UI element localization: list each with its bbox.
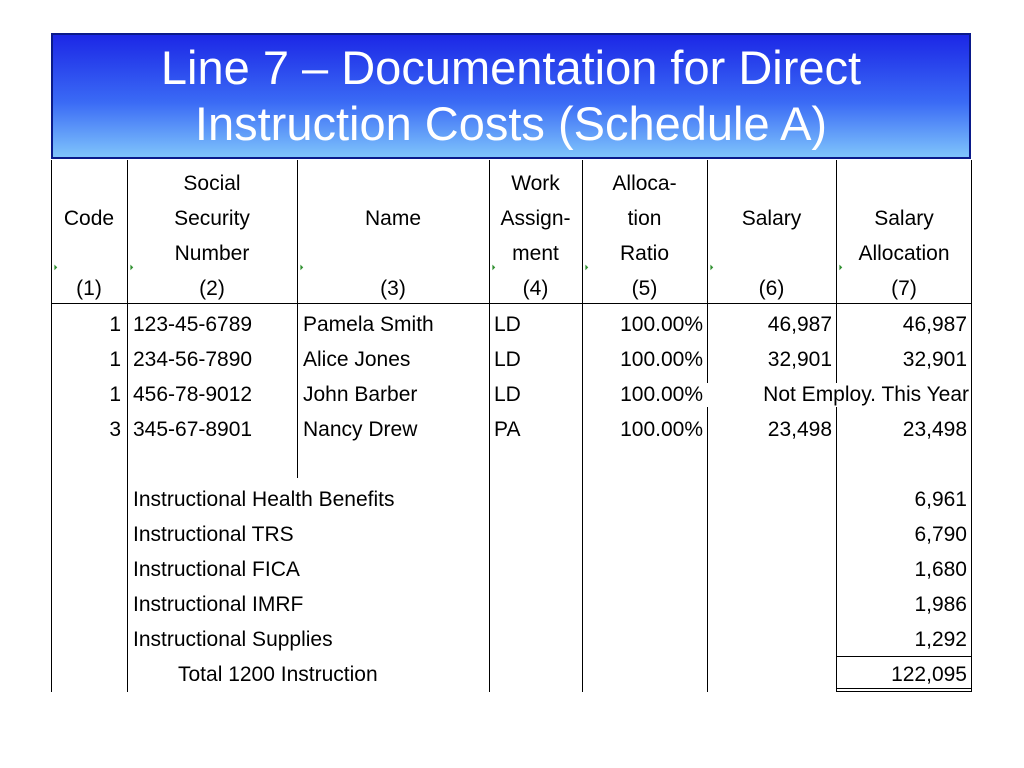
total-value: 122,095 — [891, 663, 967, 686]
row-name: Nancy Drew — [303, 418, 418, 441]
row-allocation: 23,498 — [902, 418, 967, 441]
summary-value: 1,680 — [914, 558, 967, 581]
row-allocation: 32,901 — [902, 348, 967, 371]
total-label: Total 1200 Instruction — [178, 663, 378, 686]
row-allocation: 46,987 — [902, 313, 967, 336]
header-ssn: Social — [183, 172, 241, 195]
header-ratio: tion — [627, 207, 662, 230]
slide-title — [51, 33, 971, 159]
table-right-border — [971, 160, 972, 692]
row-work: LD — [494, 348, 521, 371]
total-bottom-rule — [836, 688, 972, 689]
header-ratio: Alloca- — [612, 172, 677, 195]
header-ratio-num: (5) — [631, 277, 658, 300]
row-work: LD — [494, 383, 521, 406]
row-ssn: 234-56-7890 — [133, 348, 253, 371]
summary-value: 6,961 — [914, 488, 967, 511]
row-name: Alice Jones — [303, 348, 411, 371]
row-name: John Barber — [303, 383, 418, 406]
header-code: Code — [63, 207, 115, 230]
row-code: 3 — [109, 418, 121, 441]
header-ssn: Security — [174, 207, 250, 230]
title-line-2: Instruction Costs (Schedule A) — [194, 97, 828, 150]
row-salary: 23,498 — [767, 418, 832, 441]
header-allocation: Salary — [874, 207, 934, 230]
title-line-1: Line 7 – Documentation for Direct — [160, 41, 862, 94]
row-ratio: 100.00% — [620, 348, 703, 371]
summary-label: Instructional Health Benefits — [133, 488, 395, 511]
row-ratio: 100.00% — [620, 383, 703, 406]
row-work: PA — [494, 418, 521, 441]
col-divider — [489, 160, 490, 692]
row-name: Pamela Smith — [303, 313, 434, 336]
header-code-num: (1) — [76, 277, 102, 300]
summary-label: Instructional TRS — [133, 523, 294, 546]
row-code: 1 — [109, 313, 121, 336]
summary-label: Instructional IMRF — [133, 593, 304, 616]
header-salary-num: (6) — [758, 277, 785, 300]
header-allocation: Allocation — [858, 242, 950, 265]
header-ssn: Number — [174, 242, 250, 265]
header-divider — [51, 303, 972, 304]
header-name: Name — [364, 207, 422, 230]
schedule-a-table — [51, 160, 972, 692]
total-bottom-rule — [836, 691, 972, 692]
header-work: Work — [511, 172, 560, 195]
header-name-num: (3) — [380, 277, 406, 300]
total-top-rule — [836, 656, 972, 657]
summary-value: 6,790 — [914, 523, 967, 546]
row-ssn: 123-45-6789 — [133, 313, 253, 336]
header-ssn-num: (2) — [199, 277, 225, 300]
header-work-num: (4) — [522, 277, 549, 300]
row-ssn: 456-78-9012 — [133, 383, 253, 406]
row-note: Not Employ. This Year — [707, 383, 969, 407]
summary-value: 1,986 — [914, 593, 967, 616]
col-divider — [127, 160, 128, 692]
header-salary: Salary — [741, 207, 802, 230]
row-code: 1 — [109, 348, 121, 371]
summary-label: Instructional Supplies — [133, 628, 333, 651]
row-work: LD — [494, 313, 521, 336]
summary-label: Instructional FICA — [133, 558, 300, 581]
row-ratio: 100.00% — [620, 418, 703, 441]
header-work: Assign- — [500, 207, 571, 230]
row-code: 1 — [109, 383, 121, 406]
header-work: ment — [512, 242, 559, 265]
summary-value: 1,292 — [914, 628, 967, 651]
header-ratio: Ratio — [619, 242, 670, 265]
row-salary: 46,987 — [767, 313, 832, 336]
row-ssn: 345-67-8901 — [133, 418, 253, 441]
header-allocation-num: (7) — [891, 277, 917, 300]
row-salary: 32,901 — [767, 348, 832, 371]
row-ratio: 100.00% — [620, 313, 703, 336]
